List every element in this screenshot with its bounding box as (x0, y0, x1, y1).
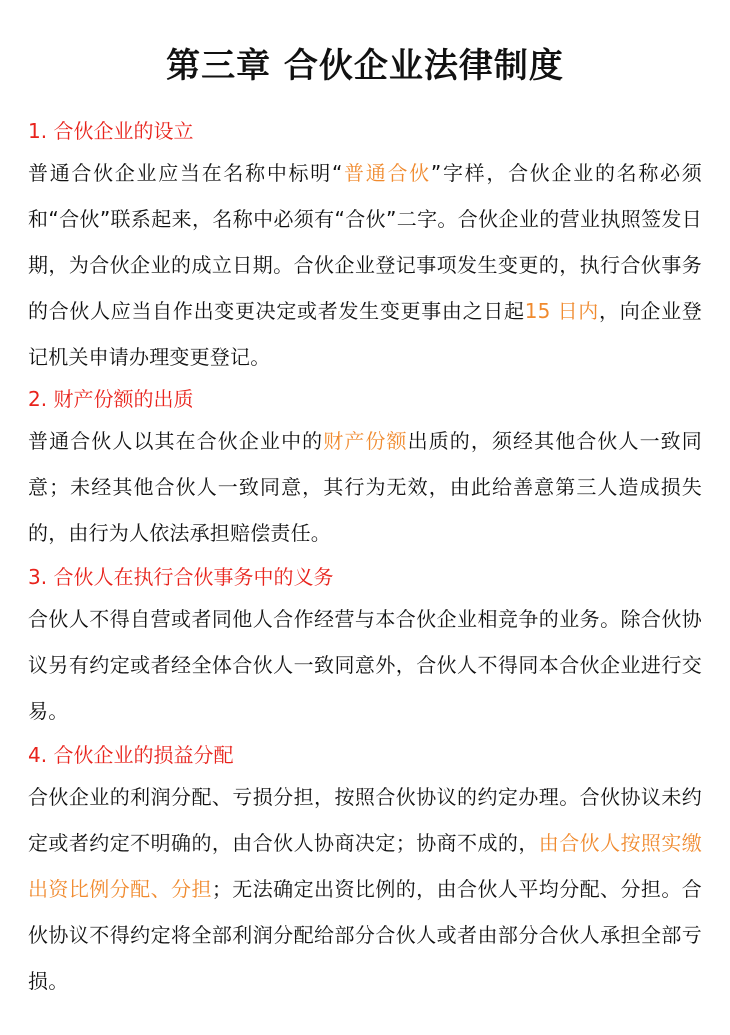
text-run: ，向企业登记机关申请办理变更登记。 (28, 299, 702, 369)
section-1-body (28, 150, 702, 380)
chapter-title: 第三章 合伙企业法律制度 (166, 46, 564, 86)
text-run: 普通合伙人以其在合伙企业中的 (28, 429, 324, 453)
section-3-heading: 3. 合伙人在执行合伙事务中的义务 (28, 565, 334, 589)
section-2-body (28, 418, 702, 556)
section-1-heading: 1. 合伙企业的设立 (28, 119, 194, 143)
highlight-run: 由合伙人按照实缴出资比例分配、分担 (28, 831, 702, 901)
text-run: 出质的，须经其他合伙人一致同意；未经其他合伙人一致同意，其行为无效，由此给善意第三人造成损失的，由行为人依法承担赔偿责任。 (28, 429, 702, 545)
text-run: 普通合伙企业应当在名称中标明“ (28, 161, 343, 185)
text-run: 合伙人不得自营或者同他人合作经营与本合伙企业相竞争的业务。除合伙协议另有约定或者经全体合伙人一致同意外，合伙人不得同本合伙企业进行交易。 (28, 607, 702, 723)
highlight-run: 15 日内 (524, 299, 599, 323)
highlight-run: 普通合伙 (342, 161, 431, 185)
section-3-body (28, 596, 702, 734)
section-2-heading: 2. 财产份额的出质 (28, 387, 194, 411)
section-4-heading: 4. 合伙企业的损益分配 (28, 743, 234, 767)
section-4-body (28, 774, 702, 1004)
text-run: ；无法确定出资比例的，由合伙人平均分配、分担。合伙协议不得约定将全部利润分配给部分合伙人或者由部分合伙人承担全部亏损。 (28, 877, 702, 993)
text-run: 合伙企业的利润分配、亏损分担，按照合伙协议的约定办理。合伙协议未约定或者约定不明确的，由合伙人协商决定；协商不成的， (28, 785, 702, 855)
highlight-run: 财产份额 (323, 429, 408, 453)
text-run: ”字样，合伙企业的名称必须和“合伙”联系起来，名称中必须有“合伙”二字。合伙企业的营业执照签发日期，为合伙企业的成立日期。合伙企业登记事项发生变更的，执行合伙事务的合伙人应当自作出变更决定或者发生变更事由之日起 (28, 161, 702, 323)
